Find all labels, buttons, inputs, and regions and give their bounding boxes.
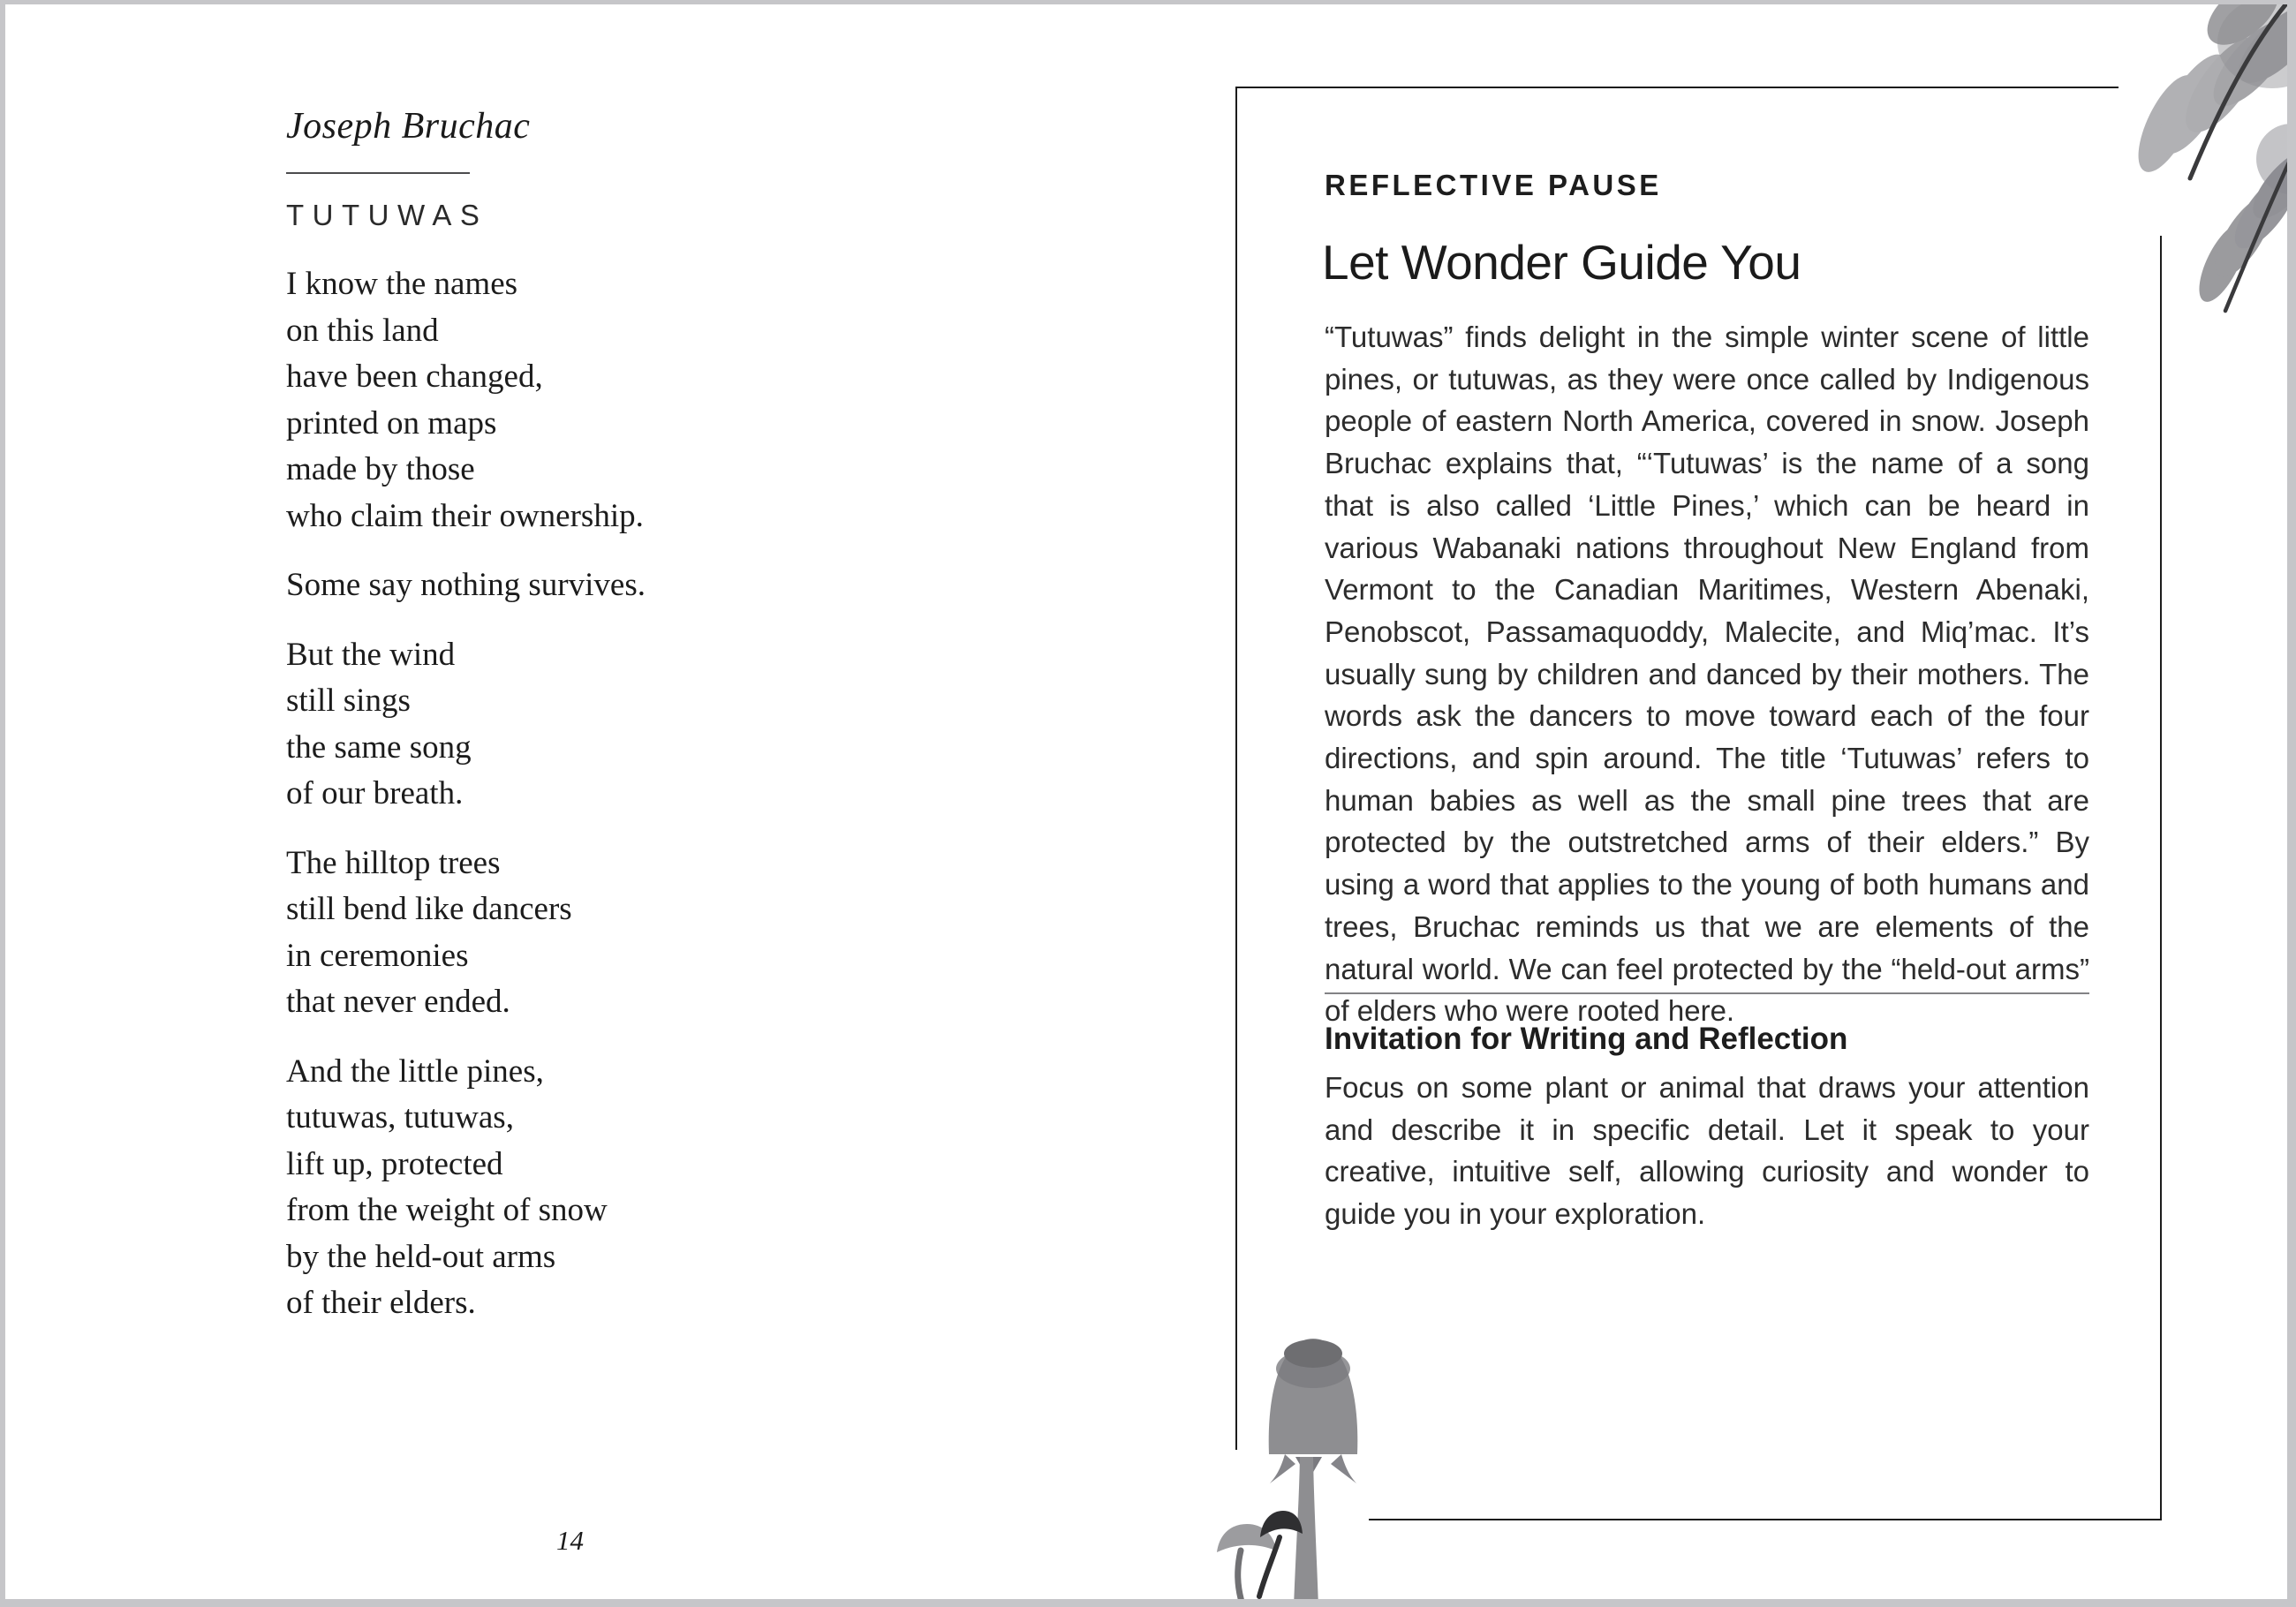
poem-text	[286, 261, 975, 1350]
poem-line: of our breath.	[286, 775, 464, 811]
author-rule-divider	[286, 172, 470, 174]
poem-stanza	[286, 562, 975, 609]
poem-line: made by those	[286, 451, 475, 487]
poem-line: tutuwas, tutuwas,	[286, 1099, 514, 1135]
poem-author: Joseph Bruchac	[286, 106, 531, 147]
poem-line: But the wind	[286, 636, 456, 673]
poem-line: on this land	[286, 312, 439, 349]
section-body-paragraph: “Tutuwas” finds delight in the simple winter scene of little pines, or tutuwas, as they were once called by Indigenous people of eastern North America, covered in snow. Joseph Bruchac explains that, “‘Tutuwas’ is the name of a song that is also called ‘Little Pines,’ which can be heard in various Wabanaki nations throughout New England from Vermont to the Canadian Maritimes, Western Abenaki, Penobscot, Passamaquoddy, Malecite, and Miq’mac. It’s usually sung by children and danced by their mothers. The words ask the dancers to move toward each of the four directions, and spin around. The title ‘Tutuwas’ refers to human babies as well as the small pine trees that are protected by the outstretched arms of their elders.” By using a word that applies to the young of both humans and trees, Bruchac reminds us that we are elements of the natural world. We can feel protected by the “held-out arms” of elders who were rooted here.	[1325, 321, 2089, 1028]
poem-line: I know the names	[286, 266, 518, 302]
poem-line: who claim their ownership.	[286, 497, 644, 534]
frame-border-left	[1235, 87, 1237, 1450]
poem-line: by the held-out arms	[286, 1238, 556, 1275]
frame-border-top	[1235, 87, 2119, 88]
large-mushroom	[1269, 1339, 1358, 1599]
poem-line: the same song	[286, 728, 472, 766]
feather-leaves-illustration	[2102, 4, 2287, 336]
frame-border-right	[2160, 236, 2162, 1520]
frame-border-bottom	[1369, 1519, 2162, 1520]
poem-line: that never ended.	[286, 984, 510, 1020]
poem-stanza	[286, 632, 975, 818]
page-number: 14	[556, 1525, 584, 1556]
book-spread	[5, 4, 2287, 1599]
poem-line: have been changed,	[286, 358, 543, 395]
poem-line: from the weight of snow	[286, 1192, 608, 1228]
small-gray-mushroom	[1217, 1524, 1276, 1599]
reflective-pause-kicker: REFLECTIVE PAUSE	[1325, 169, 1662, 201]
leaf-frond-lower	[2190, 124, 2287, 311]
poem-line: of their elders.	[286, 1285, 476, 1321]
poem-line: still sings	[286, 683, 411, 719]
poem-line: And the little pines,	[286, 1052, 544, 1090]
section-heading: Let Wonder Guide You	[1322, 235, 1801, 290]
poem-line: lift up, protected	[286, 1145, 503, 1182]
poem-line: in ceremonies	[286, 937, 469, 974]
poem-line: still bend like dancers	[286, 891, 572, 927]
poem-stanza	[286, 261, 975, 539]
poem-line: printed on maps	[286, 404, 497, 441]
poem-line: Some say nothing survives.	[286, 567, 646, 603]
poem-stanza	[286, 1049, 975, 1327]
poem-line: The hilltop trees	[286, 844, 501, 881]
section-rule-divider	[1325, 992, 2089, 994]
mushroom-illustration	[1197, 1324, 1382, 1599]
spread-content	[5, 4, 2287, 1599]
invitation-subheading: Invitation for Writing and Reflection	[1325, 1022, 1848, 1056]
poem-stanza	[286, 841, 975, 1026]
poem-title: TUTUWAS	[286, 199, 488, 231]
invitation-paragraph: Focus on some plant or animal that draws your attention and describe it in specific detail. Let it speak to your creative, intuitive self, allowing curiosity and wonder to guide you in your exploration.	[1325, 1071, 2089, 1231]
